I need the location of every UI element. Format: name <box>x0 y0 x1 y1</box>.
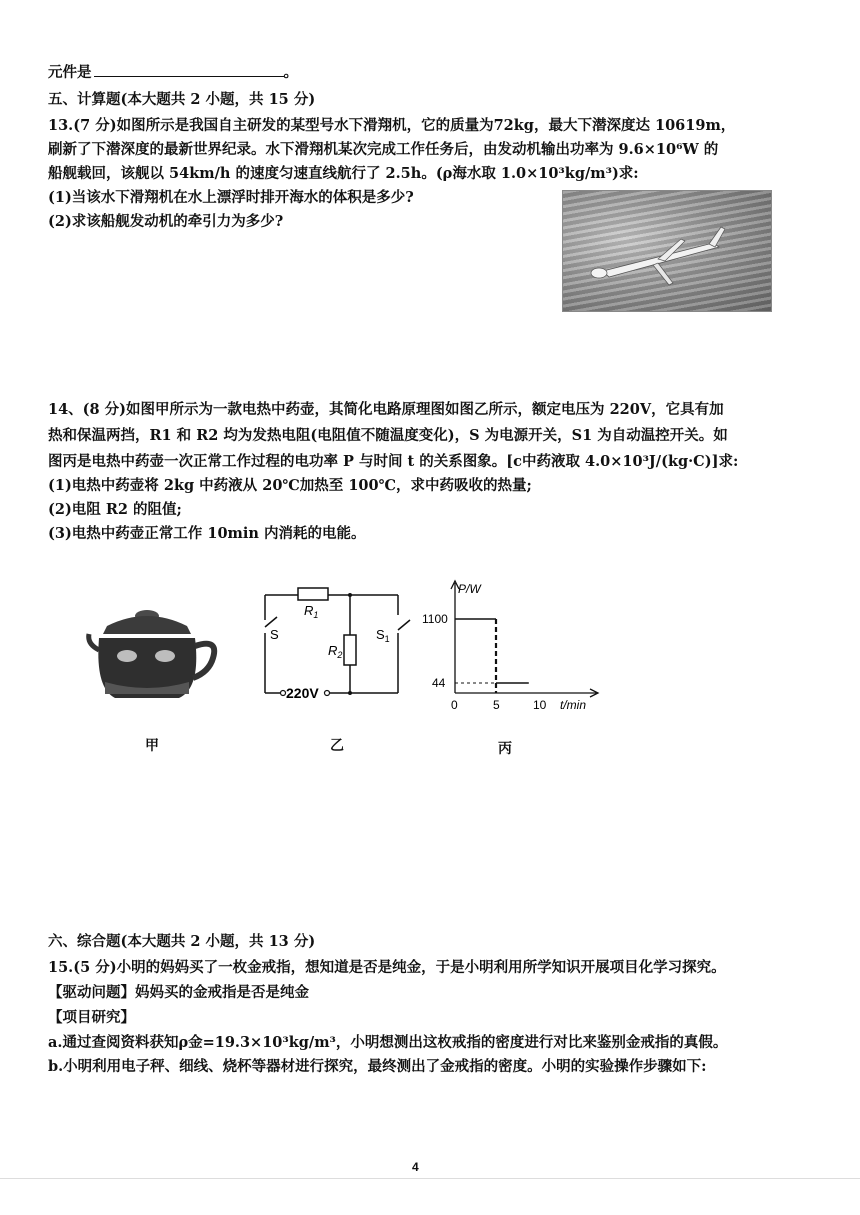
label-r1: $R_1$ <box>304 603 319 620</box>
label-s: S <box>270 627 279 642</box>
power-time-graph <box>420 575 610 720</box>
x-tick-10: 10 <box>533 698 547 712</box>
q15-step-a: a.通过查阅资料获知ρ金=19.3×10³kg/m³，小明想测出这枚戒指的密度进行对比来鉴别金戒指的真假。 <box>48 1034 728 1051</box>
figure-label-yi: 乙 <box>330 738 344 754</box>
q13-sub-2: (2)求该船舰发动机的牵引力为多少? <box>48 213 284 230</box>
q13-line-1: 13.(7 分)如图所示是我国自主研发的某型号水下滑翔机，它的质量为72kg，最大下潜深度达 10619m， <box>48 117 736 134</box>
q14-line-1: 14、(8 分)如图甲所示为一款电热中药壶，其简化电路原理图如图乙所示，额定电压为 220V，它具有加 <box>48 401 724 418</box>
figure-label-bing: 丙 <box>498 741 512 757</box>
q15-project-heading: 【项目研究】 <box>48 1009 135 1026</box>
q13-line-2: 刷新了下潜深度的最新世界纪录。水下滑翔机某次完成工作任务后，由发动机输出功率为 9.6×10⁶W 的 <box>48 141 719 158</box>
x-axis-label: t/min <box>560 698 587 712</box>
y-axis-label: P/W <box>458 582 481 596</box>
label-r2: $R_2$ <box>328 643 343 660</box>
q13-line-3: 船舰载回，该舰以 54km/h 的速度匀速直线航行了 2.5h。(ρ海水取 1.0×10³kg/m³)求: <box>48 165 639 182</box>
label-voltage: 220V <box>286 685 319 701</box>
label-s1: $S_1$ <box>376 627 390 644</box>
q15-driving-question: 【驱动问题】妈妈买的金戒指是否是纯金 <box>48 984 309 1001</box>
q15-line-1: 15.(5 分)小明的妈妈买了一枚金戒指，想知道是否是纯金，于是小明利用所学知识开展项目化学习探究。 <box>48 959 726 976</box>
answer-blank[interactable] <box>94 62 284 77</box>
answer-blank-line: 元件是 。 <box>48 64 298 81</box>
figure-label-jia: 甲 <box>145 738 159 754</box>
q14-sub-2: (2)电阻 R2 的阻值; <box>48 501 182 518</box>
q14-line-3: 图丙是电热中药壶一次正常工作过程的电功率 P 与时间 t 的关系图象。[c中药液取 4.0×10³J/(kg·C)]求: <box>48 453 739 470</box>
underwater-glider-photo <box>562 190 772 312</box>
q15-step-b: b.小明利用电子秤、细线、烧杯等器材进行探究，最终测出了金戒指的密度。小明的实验操作步骤如下: <box>48 1058 707 1075</box>
x-tick-0: 0 <box>451 698 458 712</box>
y-tick-1100: 1100 <box>422 612 448 626</box>
herbal-pot-illustration <box>85 598 225 708</box>
x-tick-5: 5 <box>493 698 500 712</box>
section-5-heading: 五、计算题(本大题共 2 小题，共 15 分) <box>48 91 316 108</box>
circuit-diagram <box>250 575 420 715</box>
q14-sub-3: (3)电热中药壶正常工作 10min 内消耗的电能。 <box>48 525 366 542</box>
page-number: 4 <box>412 1160 419 1174</box>
footer-divider <box>0 1178 860 1179</box>
q14-line-2: 热和保温两挡，R1 和 R2 均为发热电阻(电阻值不随温度变化)，S 为电源开关，S1 为自动温控开关。如 <box>48 427 728 444</box>
y-tick-44: 44 <box>432 676 446 690</box>
q14-sub-1: (1)电热中药壶将 2kg 中药液从 20℃加热至 100℃，求中药吸收的热量; <box>48 477 532 494</box>
q13-sub-1: (1)当该水下滑翔机在水上漂浮时排开海水的体积是多少? <box>48 189 414 206</box>
teapot-icon <box>89 610 214 698</box>
section-6-heading: 六、综合题(本大题共 2 小题，共 13 分) <box>48 933 316 950</box>
glider-icon <box>591 227 725 285</box>
